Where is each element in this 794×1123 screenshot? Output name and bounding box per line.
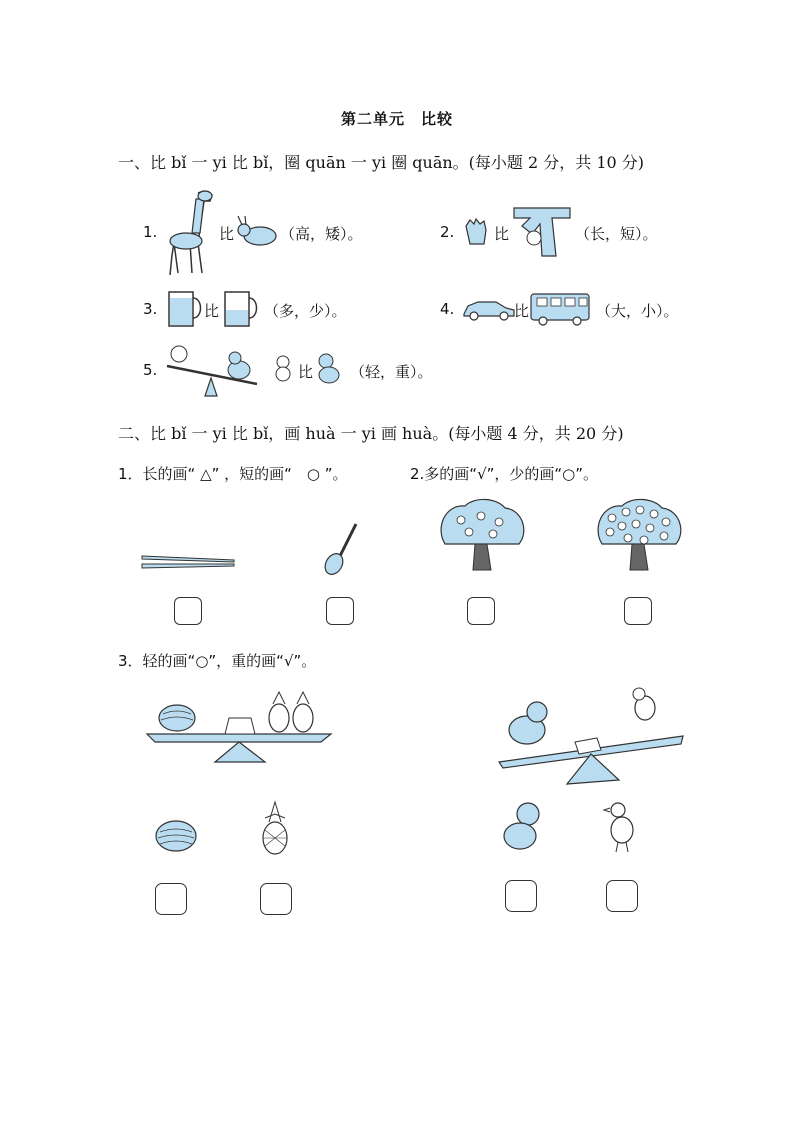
balance-scale-fruit-icon [145, 690, 335, 780]
bus-icon [529, 290, 593, 328]
item5-number: 5. [143, 361, 158, 379]
answer-box-tree-many[interactable] [624, 597, 652, 625]
jug-less-icon [221, 290, 261, 330]
dog-large-icon [500, 800, 546, 854]
giraffe-icon [160, 185, 220, 277]
item5-options[interactable]: （轻，重）。 [350, 363, 433, 381]
scarf-icon [512, 204, 572, 260]
item3-options[interactable]: （多，少）。 [264, 302, 347, 320]
answer-box-pineapple[interactable] [260, 883, 292, 915]
section2-q1: 1．长的画“ △” ，短的画“ ○ ”。 [118, 465, 348, 483]
item1-compare-word: 比 [219, 225, 235, 243]
seesaw-icon [165, 340, 265, 398]
answer-box-spoon[interactable] [326, 597, 354, 625]
item2-number: 2. [440, 223, 455, 241]
answer-box-tree-few[interactable] [467, 597, 495, 625]
spoon-icon [318, 520, 362, 576]
section2-q2: 2.多的画“√”，少的画“○”。 [410, 465, 599, 483]
item3-number: 3. [143, 300, 158, 318]
tree-many-apples-icon [592, 498, 684, 574]
page-title: 第二单元 比较 [340, 110, 453, 128]
rabbit-icon [236, 216, 280, 246]
section1-heading: 一、比 bǐ 一 yi 比 bǐ，圈 quān 一 yi 圈 quān。(每小题 2 分，共 10 分) [118, 153, 645, 172]
section2-q3: 3．轻的画“○”，重的画“√”。 [118, 652, 317, 670]
car-icon [462, 294, 516, 322]
item1-options[interactable]: （高，矮）。 [280, 225, 363, 243]
pineapple-icon [259, 800, 291, 856]
answer-box-chopsticks[interactable] [174, 597, 202, 625]
chopsticks-icon [140, 552, 236, 572]
balance-scale-animals-icon [497, 688, 687, 788]
section2-heading: 二、比 bǐ 一 yi 比 bǐ，画 huà 一 yi 画 huà。(每小题 4 分，共 20 分) [118, 424, 624, 443]
watermelon-icon [152, 818, 198, 854]
glove-icon [462, 218, 490, 246]
answer-box-dog[interactable] [505, 880, 537, 912]
item2-compare-word: 比 [494, 225, 510, 243]
item2-options[interactable]: （长，短）。 [575, 225, 658, 243]
item4-options[interactable]: （大，小）。 [596, 302, 679, 320]
item1-number: 1. [143, 223, 158, 241]
duck-icon [604, 800, 636, 854]
jug-full-icon [165, 290, 205, 330]
cat-icon [272, 354, 294, 382]
item5-compare-word: 比 [298, 363, 314, 381]
dog-icon [314, 352, 344, 384]
item4-compare-word: 比 [514, 302, 530, 320]
answer-box-watermelon[interactable] [155, 883, 187, 915]
tree-few-apples-icon [435, 498, 527, 574]
answer-box-duck[interactable] [606, 880, 638, 912]
item3-compare-word: 比 [204, 302, 220, 320]
item4-number: 4. [440, 300, 455, 318]
